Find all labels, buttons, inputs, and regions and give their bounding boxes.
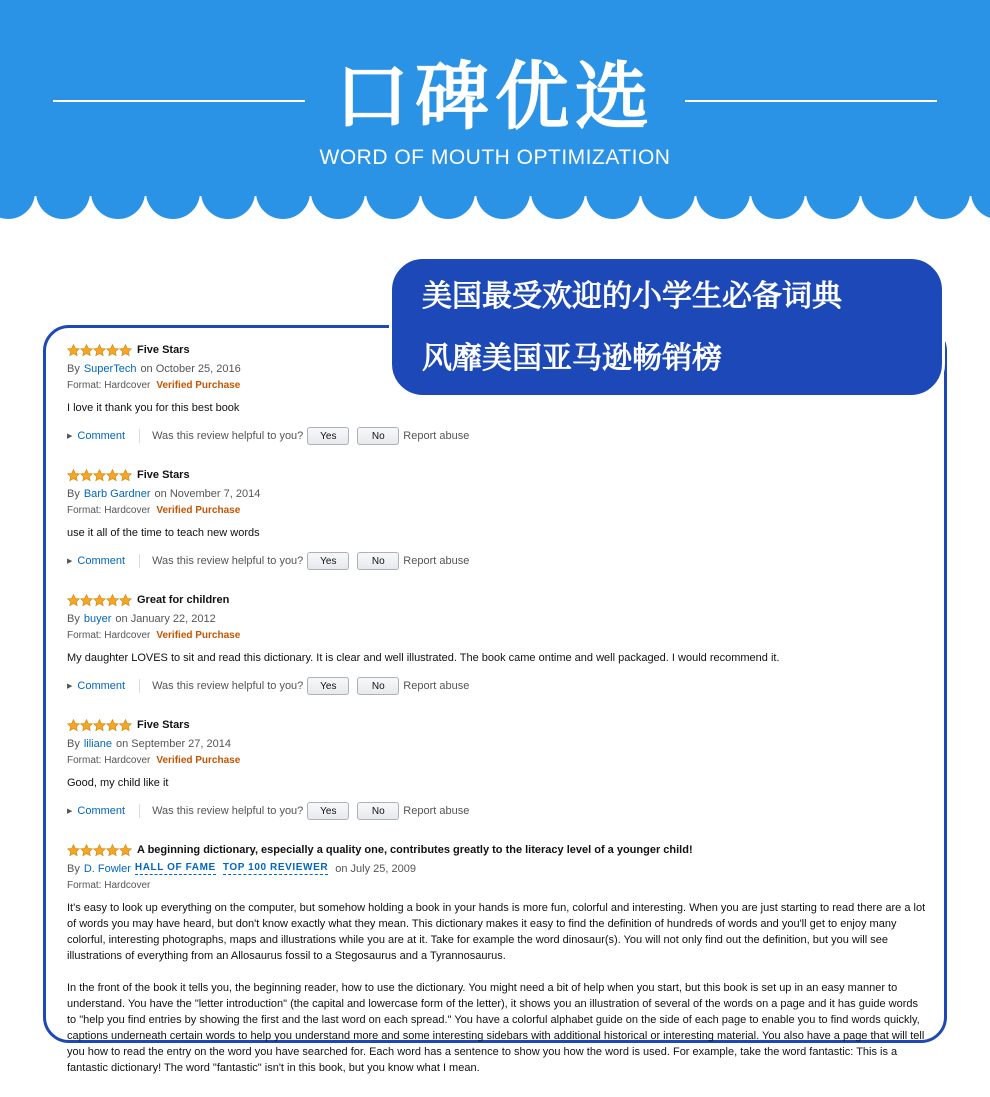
star-icon <box>119 344 132 357</box>
star-icon <box>93 844 106 857</box>
review-header <box>67 717 927 733</box>
review-format: Format: Hardcover Verified Purchase <box>67 380 241 391</box>
helpful-no-button[interactable]: No <box>357 677 399 695</box>
helpful-yes-button[interactable]: Yes <box>307 552 349 570</box>
header-banner <box>0 0 990 222</box>
helpful-yes-button[interactable]: Yes <box>307 427 349 445</box>
review-actions <box>67 801 927 821</box>
review-body <box>67 400 927 416</box>
star-icon <box>106 469 119 482</box>
review-date: November 7, 2014 <box>169 487 261 500</box>
star-icon <box>119 844 132 857</box>
helpful-no-button[interactable]: No <box>357 427 399 445</box>
review-date: October 25, 2016 <box>155 362 241 375</box>
review-text: It's easy to look up everything on the computer, but somehow holding a book in your hands is more fun, colorful and interesting. When you are just starting to read there are a lot of words you may have heard, but don't know exactly what they mean. This dictionary makes it easy to find the definition of hundreds of words and you'll get to enjoy many colorful, interesting photographs, maps and illustrations while you are at it. Take for example the word dinosaur(s). You will not only find out the definition, but you will see illustrations of everything from an Allosaurus fossil to a Stegosaurus and a Tyrannosaurus. <box>67 902 926 962</box>
review-byline: By buyer on January 22, 2012 <box>67 612 216 625</box>
comment-link[interactable]: Comment <box>77 430 126 442</box>
star-icon <box>67 344 80 357</box>
report-abuse-link[interactable]: Report abuse <box>403 555 470 567</box>
review-byline: By SuperTech on October 25, 2016 <box>67 362 241 375</box>
comment-link[interactable]: Comment <box>77 680 126 692</box>
helpful-no-button[interactable]: No <box>357 802 399 820</box>
caret-right-icon: ▶ <box>67 808 73 815</box>
action-divider <box>139 429 140 443</box>
review-format: Format: Hardcover Verified Purchase <box>67 755 241 766</box>
helpful-no-button[interactable]: No <box>357 552 399 570</box>
action-divider <box>139 804 140 818</box>
review-body <box>67 775 927 791</box>
review-body <box>67 900 927 1076</box>
comment-link[interactable]: Comment <box>77 555 126 567</box>
review-byline: By liliane on September 27, 2014 <box>67 737 231 750</box>
reviewer-badge[interactable]: HALL OF FAME <box>134 862 216 873</box>
review-body <box>67 525 927 541</box>
review-date: January 22, 2012 <box>130 612 216 625</box>
review-text: My daughter LOVES to sit and read this dictionary. It is clear and well illustrated. The book came ontime and well packaged. I would recommend it. <box>67 652 780 664</box>
star-rating[interactable] <box>67 594 132 607</box>
review-byline: By Barb Gardner on November 7, 2014 <box>67 487 261 500</box>
review-header <box>67 842 927 858</box>
star-icon <box>67 594 80 607</box>
review-item <box>67 467 927 571</box>
review-format: Format: Hardcover Verified Purchase <box>67 630 241 641</box>
caret-right-icon: ▶ <box>67 433 73 440</box>
star-icon <box>106 719 119 732</box>
verified-purchase-badge: Verified Purchase <box>156 755 241 766</box>
star-icon <box>67 844 80 857</box>
verified-purchase-badge: Verified Purchase <box>156 505 241 516</box>
review-item <box>67 842 927 1076</box>
review-author-link[interactable]: Barb Gardner <box>83 487 151 500</box>
review-header <box>67 467 927 483</box>
review-text: use it all of the time to teach new words <box>67 527 260 539</box>
review-format: Format: Hardcover <box>67 880 151 891</box>
helpful-question: Was this review helpful to you? <box>152 430 304 442</box>
star-icon <box>119 469 132 482</box>
scallop-edge <box>0 178 990 222</box>
promo-line-2: 风靡美国亚马逊畅销榜 <box>422 341 722 376</box>
reviews-card <box>43 325 947 1074</box>
banner-title: 口碑优选 <box>335 54 655 140</box>
review-title[interactable]: Five Stars <box>137 719 190 731</box>
review-author-link[interactable]: D. Fowler <box>83 862 131 875</box>
star-rating[interactable] <box>67 719 132 732</box>
promo-box <box>389 256 945 398</box>
review-item <box>67 592 927 696</box>
star-icon <box>106 844 119 857</box>
report-abuse-link[interactable]: Report abuse <box>403 805 470 817</box>
star-icon <box>119 594 132 607</box>
review-title[interactable]: A beginning dictionary, especially a quality one, contributes greatly to the literacy level of a younger child! <box>137 844 693 856</box>
review-actions <box>67 551 927 571</box>
review-text: Good, my child like it <box>67 777 169 789</box>
review-format: Format: Hardcover Verified Purchase <box>67 505 241 516</box>
star-icon <box>80 469 93 482</box>
star-icon <box>106 344 119 357</box>
helpful-yes-button[interactable]: Yes <box>307 802 349 820</box>
banner-subtitle: WORD OF MOUTH OPTIMIZATION <box>319 146 671 169</box>
star-icon <box>80 719 93 732</box>
star-icon <box>80 594 93 607</box>
star-icon <box>93 469 106 482</box>
caret-right-icon: ▶ <box>67 558 73 565</box>
review-author-link[interactable]: liliane <box>83 737 112 750</box>
comment-link[interactable]: Comment <box>77 805 126 817</box>
review-title[interactable]: Five Stars <box>137 469 190 481</box>
review-actions <box>67 676 927 696</box>
review-actions <box>67 426 927 446</box>
star-icon <box>80 844 93 857</box>
star-icon <box>67 469 80 482</box>
report-abuse-link[interactable]: Report abuse <box>403 680 470 692</box>
star-rating[interactable] <box>67 469 132 482</box>
review-author-link[interactable]: buyer <box>83 612 112 625</box>
review-title[interactable]: Five Stars <box>137 344 190 356</box>
action-divider <box>139 554 140 568</box>
reviewer-badge[interactable]: TOP 100 REVIEWER <box>222 862 329 873</box>
caret-right-icon: ▶ <box>67 683 73 690</box>
star-rating[interactable] <box>67 844 132 857</box>
star-icon <box>67 719 80 732</box>
star-icon <box>119 719 132 732</box>
star-rating[interactable] <box>67 344 132 357</box>
review-date: July 25, 2009 <box>350 862 416 875</box>
star-icon <box>80 344 93 357</box>
review-byline: By D. Fowler HALL OF FAME TOP 100 REVIEWER on July 25, 2009 <box>67 862 416 875</box>
review-date: September 27, 2014 <box>131 737 231 750</box>
verified-purchase-badge: Verified Purchase <box>156 630 241 641</box>
review-body <box>67 650 927 666</box>
helpful-question: Was this review helpful to you? <box>152 555 304 567</box>
helpful-question: Was this review helpful to you? <box>152 680 304 692</box>
review-title[interactable]: Great for children <box>137 594 230 606</box>
review-text: In the front of the book it tells you, the beginning reader, how to use the dictionary. You might need a bit of help when you start, but this book is set up in an easy manner to understand. You have the "letter introduction" (the capital and lowercase form of the letter), it shows you an illustration of several of the words on a page and it has guide words to "help you find entries by showing the first and the last word on each spread." You have a colorful alphabet guide on the side of each page to enable you to find words quickly, captions underneath certain words to help you understand more and some interesting sidebars with additional historical or interesting material. You also have a page that will tell you how to read the entry on the word you have searched for. Each word has a sentence to show you how the word is used. For example, take the word fantastic: This is a fantastic dictionary! The word "fantastic" isn't in this book, but you know what I mean. <box>67 982 925 1074</box>
star-icon <box>106 594 119 607</box>
promo-line-1: 美国最受欢迎的小学生必备词典 <box>422 279 842 314</box>
review-item <box>67 717 927 821</box>
review-list <box>67 342 927 1097</box>
review-header <box>67 592 927 608</box>
verified-purchase-badge: Verified Purchase <box>156 380 241 391</box>
star-icon <box>93 344 106 357</box>
star-icon <box>93 594 106 607</box>
action-divider <box>139 679 140 693</box>
helpful-question: Was this review helpful to you? <box>152 805 304 817</box>
report-abuse-link[interactable]: Report abuse <box>403 430 470 442</box>
helpful-yes-button[interactable]: Yes <box>307 677 349 695</box>
star-icon <box>93 719 106 732</box>
review-text: I love it thank you for this best book <box>67 402 240 414</box>
review-author-link[interactable]: SuperTech <box>83 362 137 375</box>
